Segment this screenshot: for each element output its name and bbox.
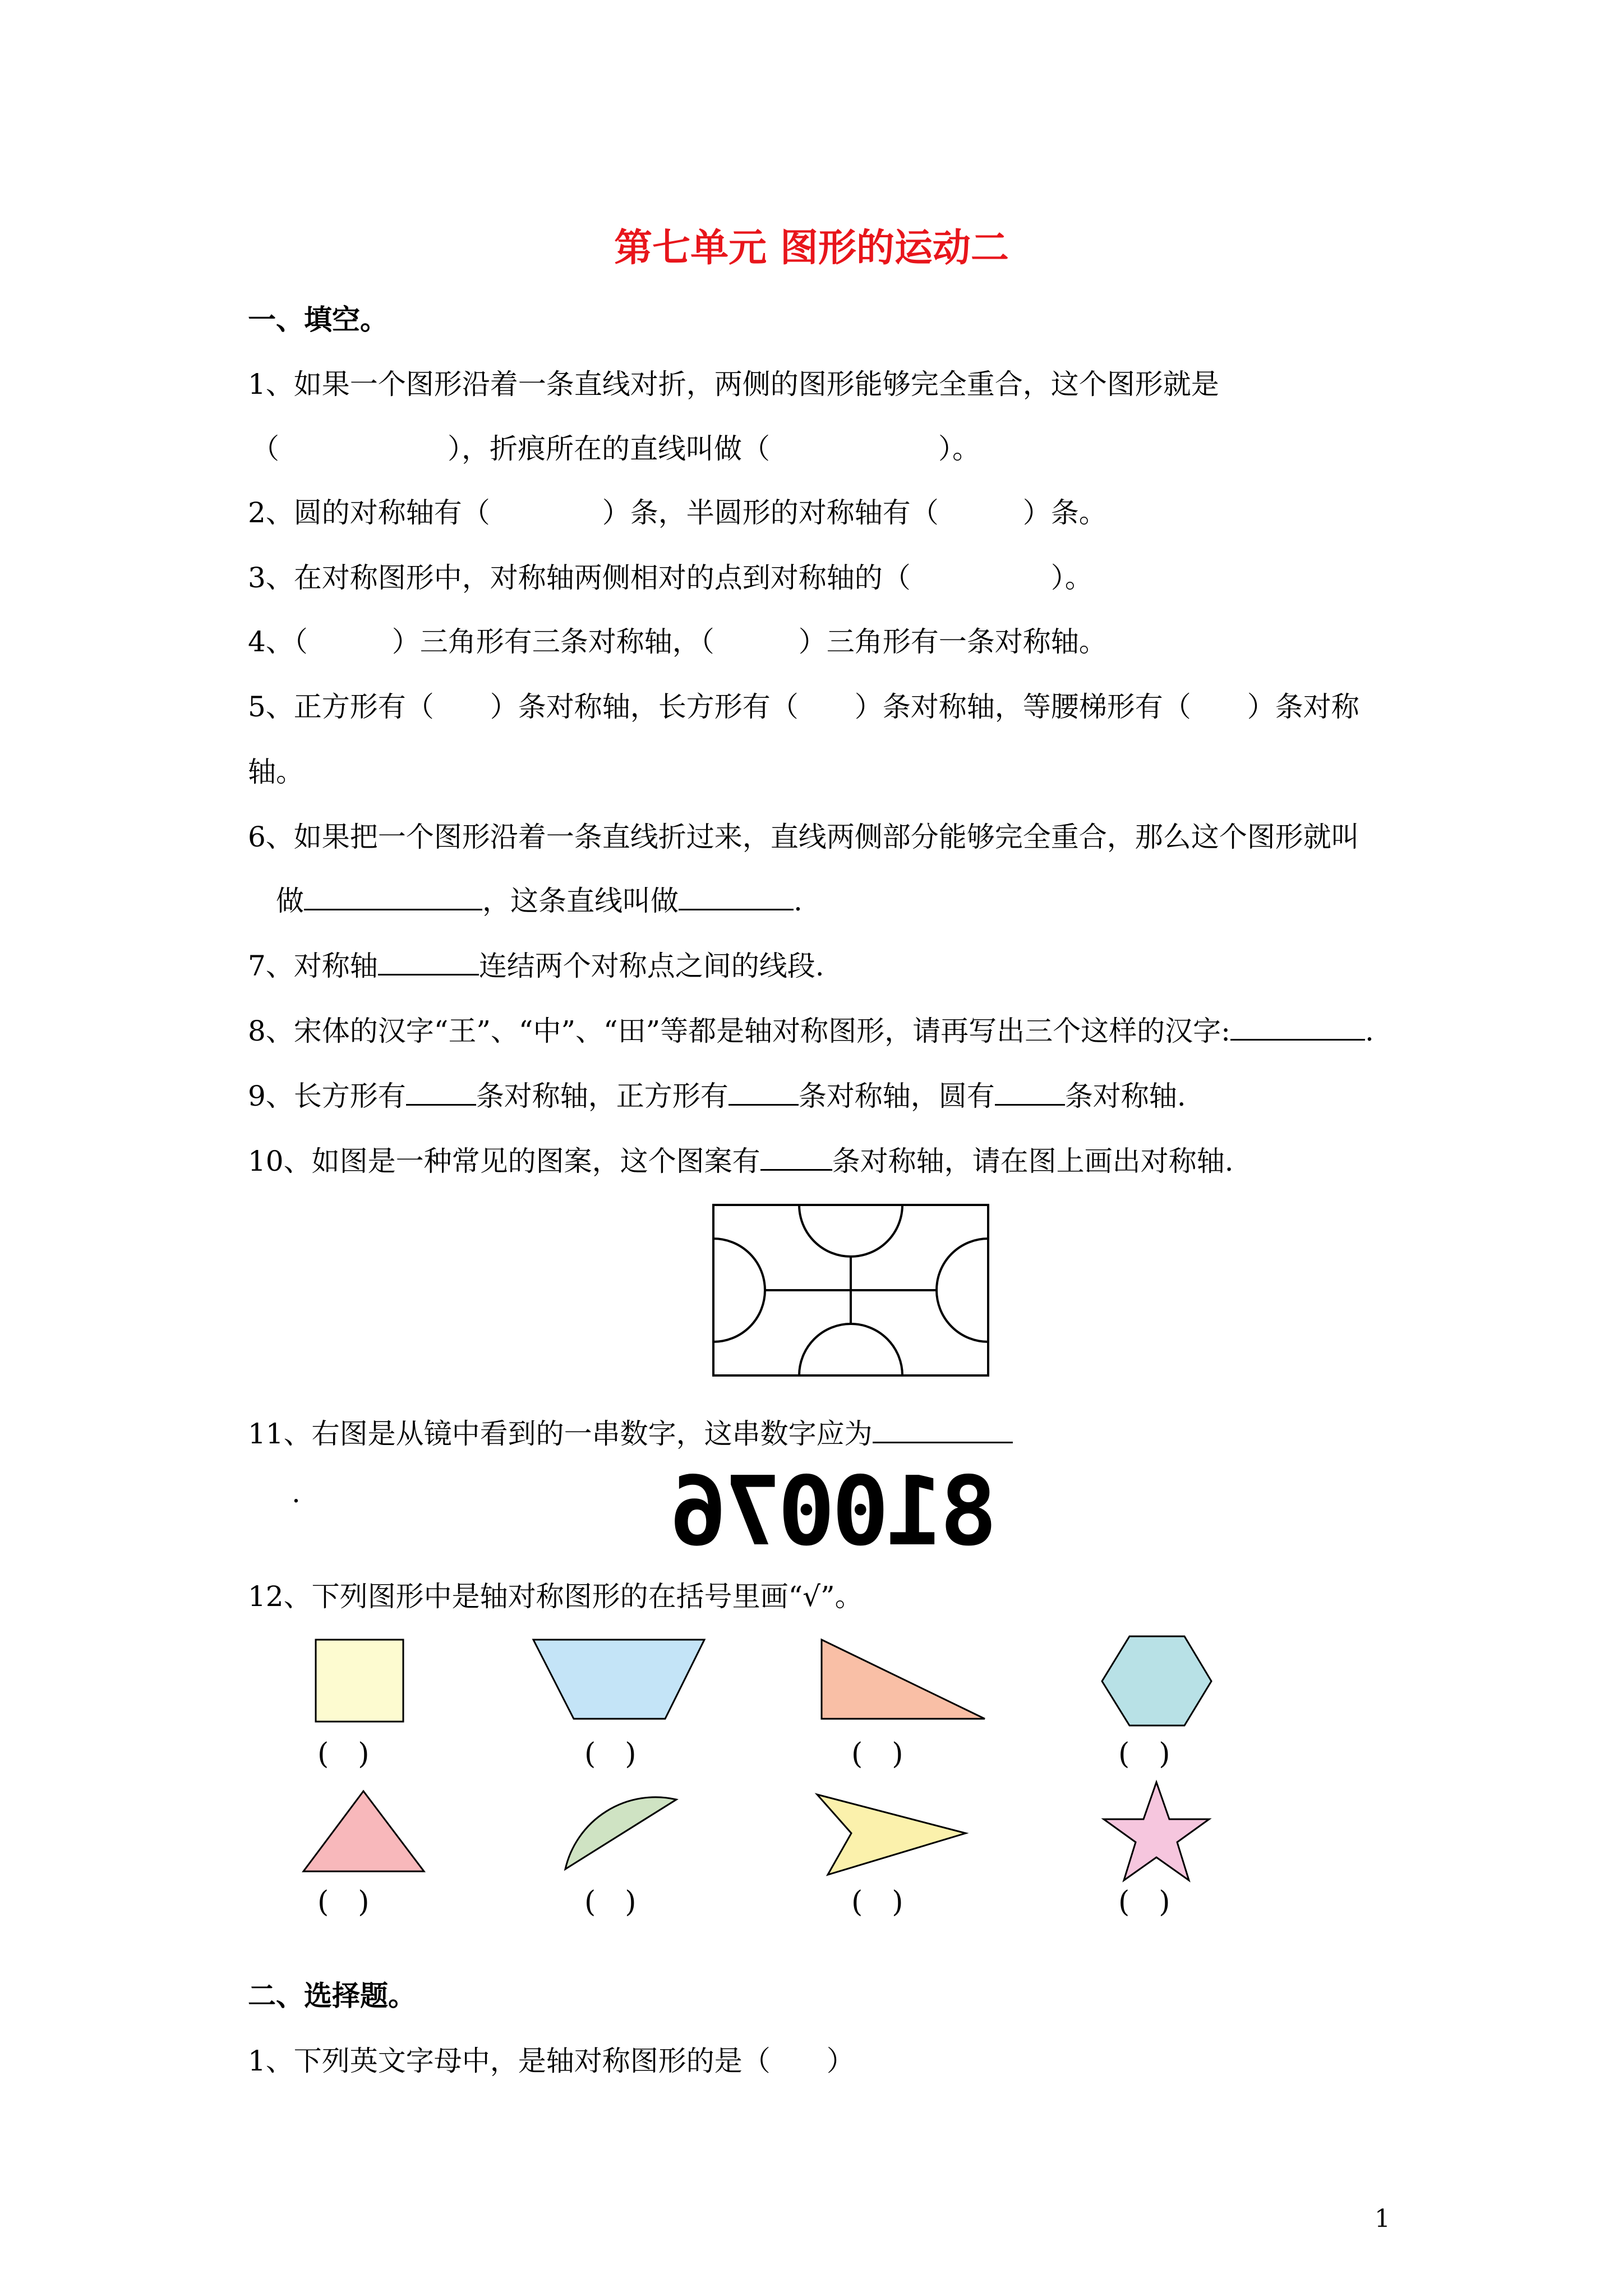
choice-question-1: 1、下列英文字母中，是轴对称图形的是（ ） — [248, 2045, 855, 2077]
answer-paren-7[interactable]: ( ) — [851, 1885, 903, 1919]
question-1-line-2: （ ），折痕所在的直线叫做（ ）。 — [251, 432, 980, 465]
answer-blank[interactable] — [304, 885, 482, 910]
answer-paren-5[interactable]: ( ) — [317, 1885, 370, 1919]
right-triangle-shape — [820, 1638, 988, 1722]
question-9-text-a: 9、长方形有 — [248, 1080, 406, 1112]
question-10-text-b: 条对称轴，请在图上画出对称轴. — [832, 1145, 1234, 1177]
question-7 — [248, 944, 824, 984]
question-6-text-b: ，这条直线叫做 — [482, 885, 679, 917]
answer-blank[interactable] — [728, 1080, 799, 1106]
answer-paren-3[interactable]: ( ) — [851, 1737, 903, 1771]
answer-paren-1[interactable]: ( ) — [317, 1737, 370, 1771]
question-9-text-b: 条对称轴，正方形有 — [476, 1080, 728, 1112]
question-6-line-1: 6、如果把一个图形沿着一条直线折过来，直线两侧部分能够完全重合，那么这个图形就叫 — [248, 821, 1359, 853]
answer-blank[interactable] — [760, 1145, 832, 1171]
pattern-figure[interactable] — [712, 1204, 989, 1378]
question-10 — [248, 1139, 1234, 1179]
question-3: 3、在对称图形中，对称轴两侧相对的点到对称轴的（ ）。 — [248, 562, 1093, 594]
question-11-dot: . — [292, 1476, 301, 1509]
answer-blank[interactable] — [1230, 1015, 1365, 1041]
question-8-text-b: . — [1365, 1015, 1374, 1047]
page-number: 1 — [1375, 2205, 1390, 2233]
answer-blank[interactable] — [378, 950, 479, 976]
question-2: 2、圆的对称轴有（ ）条，半圆形的对称轴有（ ）条。 — [248, 496, 1107, 529]
question-9 — [248, 1074, 1186, 1114]
answer-paren-8[interactable]: ( ) — [1118, 1885, 1170, 1919]
answer-blank[interactable] — [995, 1080, 1065, 1106]
trapezoid-shape — [532, 1638, 708, 1722]
question-7-text-b: 连结两个对称点之间的线段. — [478, 950, 824, 982]
question-7-text-a: 7、对称轴 — [248, 950, 378, 982]
question-11 — [248, 1411, 1013, 1452]
arrow-shape — [815, 1793, 968, 1877]
question-9-text-c: 条对称轴，圆有 — [798, 1080, 995, 1112]
isosceles-triangle-shape — [302, 1789, 426, 1874]
question-6-text-c: . — [794, 885, 803, 917]
question-8-text-a: 8、宋体的汉字“王”、“中”、“田”等都是轴对称图形，请再写出三个这样的汉字: — [248, 1015, 1231, 1047]
question-8 — [248, 1009, 1374, 1049]
question-11-text: 11、右图是从镜中看到的一串数字，这串数字应为 — [248, 1418, 873, 1450]
square-shape — [314, 1638, 406, 1726]
star-shape — [1101, 1780, 1211, 1883]
question-4: 4、（ ）三角形有三条对称轴，（ ）三角形有一条对称轴。 — [248, 625, 1107, 658]
answer-blank[interactable] — [406, 1080, 476, 1106]
sector-shape — [559, 1783, 680, 1872]
page-title: 第七单元 图形的运动二 — [614, 226, 1009, 270]
question-5-line-1: 5、正方形有（ ）条对称轴，长方形有（ ）条对称轴，等腰梯形有（ ）条对称 — [248, 691, 1359, 723]
answer-paren-6[interactable]: ( ) — [584, 1885, 637, 1919]
mirrored-number-image: 810076 — [673, 1456, 998, 1567]
section-heading-multiple-choice: 二、选择题。 — [248, 1980, 416, 2012]
question-6-text-a: 做 — [276, 885, 304, 917]
question-1-line-1: 1、如果一个图形沿着一条直线对折，两侧的图形能够完全重合，这个图形就是 — [248, 368, 1219, 401]
answer-blank[interactable] — [679, 885, 794, 910]
hexagon-shape — [1100, 1635, 1214, 1728]
question-12: 12、下列图形中是轴对称图形的在括号里画“√”。 — [248, 1580, 863, 1613]
question-10-text-a: 10、如图是一种常见的图案，这个图案有 — [248, 1145, 760, 1177]
question-9-text-d: 条对称轴. — [1064, 1080, 1186, 1112]
section-heading-fill-blank: 一、填空。 — [248, 303, 388, 336]
question-6-line-2 — [276, 878, 803, 919]
question-5-line-2: 轴。 — [248, 756, 304, 788]
answer-blank[interactable] — [873, 1418, 1013, 1443]
answer-paren-2[interactable]: ( ) — [584, 1737, 637, 1771]
answer-paren-4[interactable]: ( ) — [1118, 1737, 1170, 1771]
